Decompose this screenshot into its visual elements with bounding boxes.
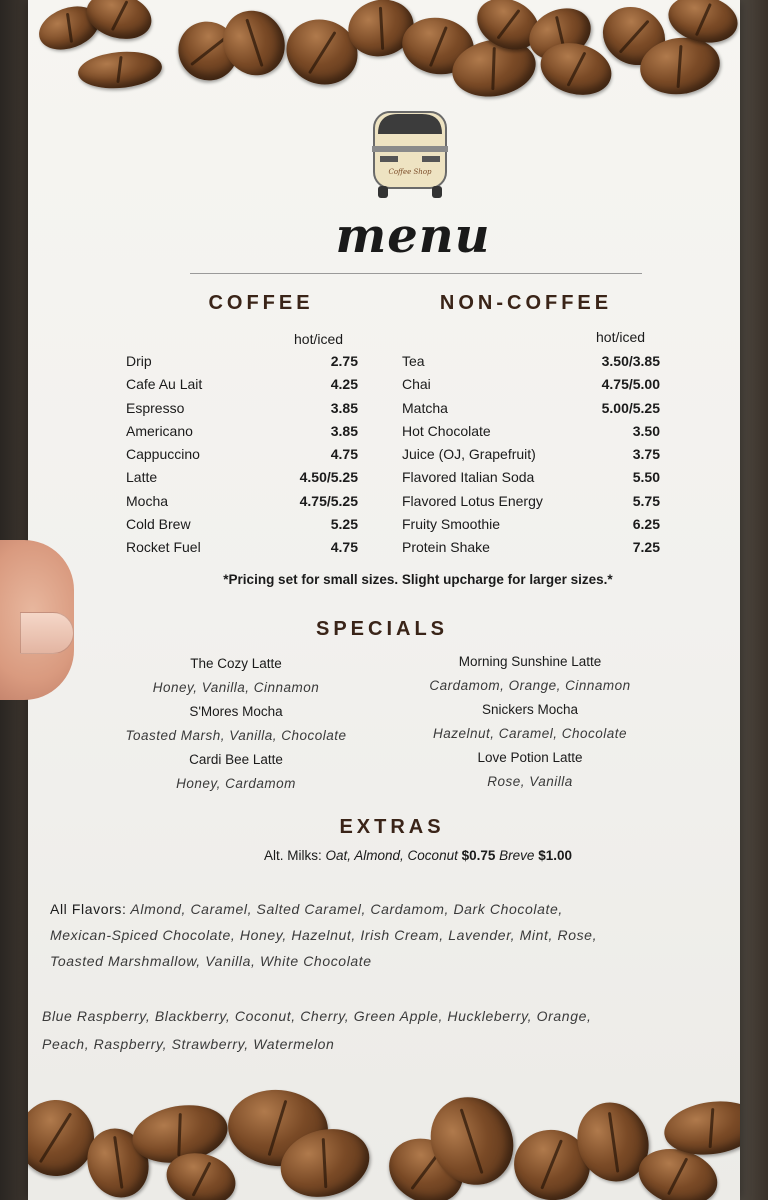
alt-milks-price: $0.75 [461,848,496,863]
item-price: 4.75/5.25 [299,492,358,509]
special-desc: Honey, Cardamom [176,776,296,791]
list-item [402,420,660,443]
list-item [402,350,660,373]
special-name: The Cozy Latte [190,656,282,671]
fruit-line-2: Peach, Raspberry, Strawberry, Watermelon [42,1036,335,1052]
item-price: 4.50/5.25 [299,469,358,486]
list-item [402,443,660,466]
item-name: Cold Brew [126,516,191,533]
special-name: Cardi Bee Latte [189,752,283,767]
list-item [402,466,660,489]
item-price: 3.85 [330,422,358,439]
item-price: 5.50 [632,469,660,486]
thumb-nail [20,612,74,654]
list-item [126,490,358,513]
list-item [402,373,660,396]
item-price: 2.75 [330,353,358,369]
logo-sign-text: Coffee Shop [388,168,432,176]
non-coffee-list [402,350,660,560]
non-coffee-hot-iced-label: hot/iced [596,329,646,345]
coffee-hot-iced-label: hot/iced [294,331,344,347]
list-item [402,397,660,420]
item-price: 4.75/5.00 [601,376,660,393]
flavors-line-3: Toasted Marshmallow, Vanilla, White Chocolate [50,953,372,969]
special-desc: Toasted Marsh, Vanilla, Chocolate [125,728,347,743]
title-divider [190,273,642,274]
special-desc: Honey, Vanilla, Cinnamon [152,680,320,695]
item-name: Latte [126,469,158,486]
list-item [126,397,358,420]
special-name: S'Mores Mocha [189,704,283,719]
extras-heading: EXTRAS [339,816,445,838]
pricing-note: *Pricing set for small sizes. Slight upcharge for larger sizes.* [223,572,613,587]
item-price: 3.85 [330,399,358,416]
special-name: Snickers Mocha [481,702,579,717]
list-item [126,373,358,396]
flavors-line-2: Mexican-Spiced Chocolate, Honey, Hazelnut, Irish Cream, Lavender, Mint, Rose, [50,927,598,943]
item-name: Cappuccino [126,446,200,463]
coffee-heading: COFFEE [208,292,314,314]
item-name: Juice (OJ, Grapefruit) [402,446,536,463]
item-name: Chai [402,376,431,393]
coffee-bean-icon [81,0,156,46]
list-item [126,466,358,489]
menu-title: menu [335,208,491,264]
specials-heading: SPECIALS [315,618,449,640]
list-item [126,350,358,373]
list-item [402,513,660,536]
list-item [402,490,660,513]
special-desc: Hazelnut, Caramel, Chocolate [432,726,628,741]
flavors-line-1 [50,896,730,922]
specials-right [380,650,680,794]
item-price: 5.00/5.25 [601,399,660,416]
item-name: Flavored Italian Soda [402,469,535,486]
item-price: 3.50/3.85 [601,353,660,369]
item-name: Matcha [402,399,448,416]
breve-label: Breve [499,848,535,863]
coffee-beans-top [28,0,740,110]
menu-paper [28,0,740,1200]
alt-milks-list: Oat, Almond, Coconut [325,848,458,863]
flavors-paragraph [50,896,730,974]
item-name: Flavored Lotus Energy [402,492,543,509]
special-name: Morning Sunshine Latte [458,654,602,669]
item-price: 4.25 [330,376,358,393]
item-name: Americano [126,422,193,439]
list-item [126,536,358,559]
coffee-list [126,350,358,560]
special-desc: Cardamom, Orange, Cinnamon [429,678,631,693]
list-item [402,536,660,559]
breve-price: $1.00 [538,848,573,863]
alt-milks-line [168,848,668,863]
flavors-label: All Flavors: [50,901,127,917]
alt-milks-label: Alt. Milks: [263,848,322,863]
list-item [126,443,358,466]
item-price: 4.75 [330,446,358,463]
special-desc: Rose, Vanilla [487,774,573,789]
item-name: Rocket Fuel [126,539,201,556]
flavors-text: Almond, Caramel, Salted Caramel, Cardamom, Dark Chocolate, [130,901,563,917]
item-name: Cafe Au Lait [126,376,203,393]
non-coffee-heading: NON-COFFEE [439,292,613,314]
item-name: Mocha [126,492,169,509]
fruit-line-1: Blue Raspberry, Blackberry, Coconut, Cherry, Green Apple, Huckleberry, Orange, [42,1008,592,1024]
van-icon [368,104,452,204]
list-item [126,513,358,536]
item-price: 5.75 [632,492,660,509]
item-name: Drip [126,353,152,369]
item-name: Espresso [126,399,185,416]
specials-left [86,652,386,796]
item-name: Fruity Smoothie [402,516,501,533]
coffee-bean-icon [77,48,164,91]
item-name: Hot Chocolate [402,422,491,439]
item-price: 7.25 [632,539,660,556]
special-name: Love Potion Latte [477,750,583,765]
item-price: 3.75 [632,446,660,463]
item-price: 3.50 [632,422,660,439]
item-price: 6.25 [632,516,660,533]
item-price: 5.25 [330,516,358,533]
fruit-flavors-paragraph [42,1002,736,1058]
coffee-beans-bottom [28,1080,740,1200]
list-item [126,420,358,443]
item-name: Protein Shake [402,539,490,556]
item-price: 4.75 [330,539,358,556]
item-name: Tea [402,353,425,369]
